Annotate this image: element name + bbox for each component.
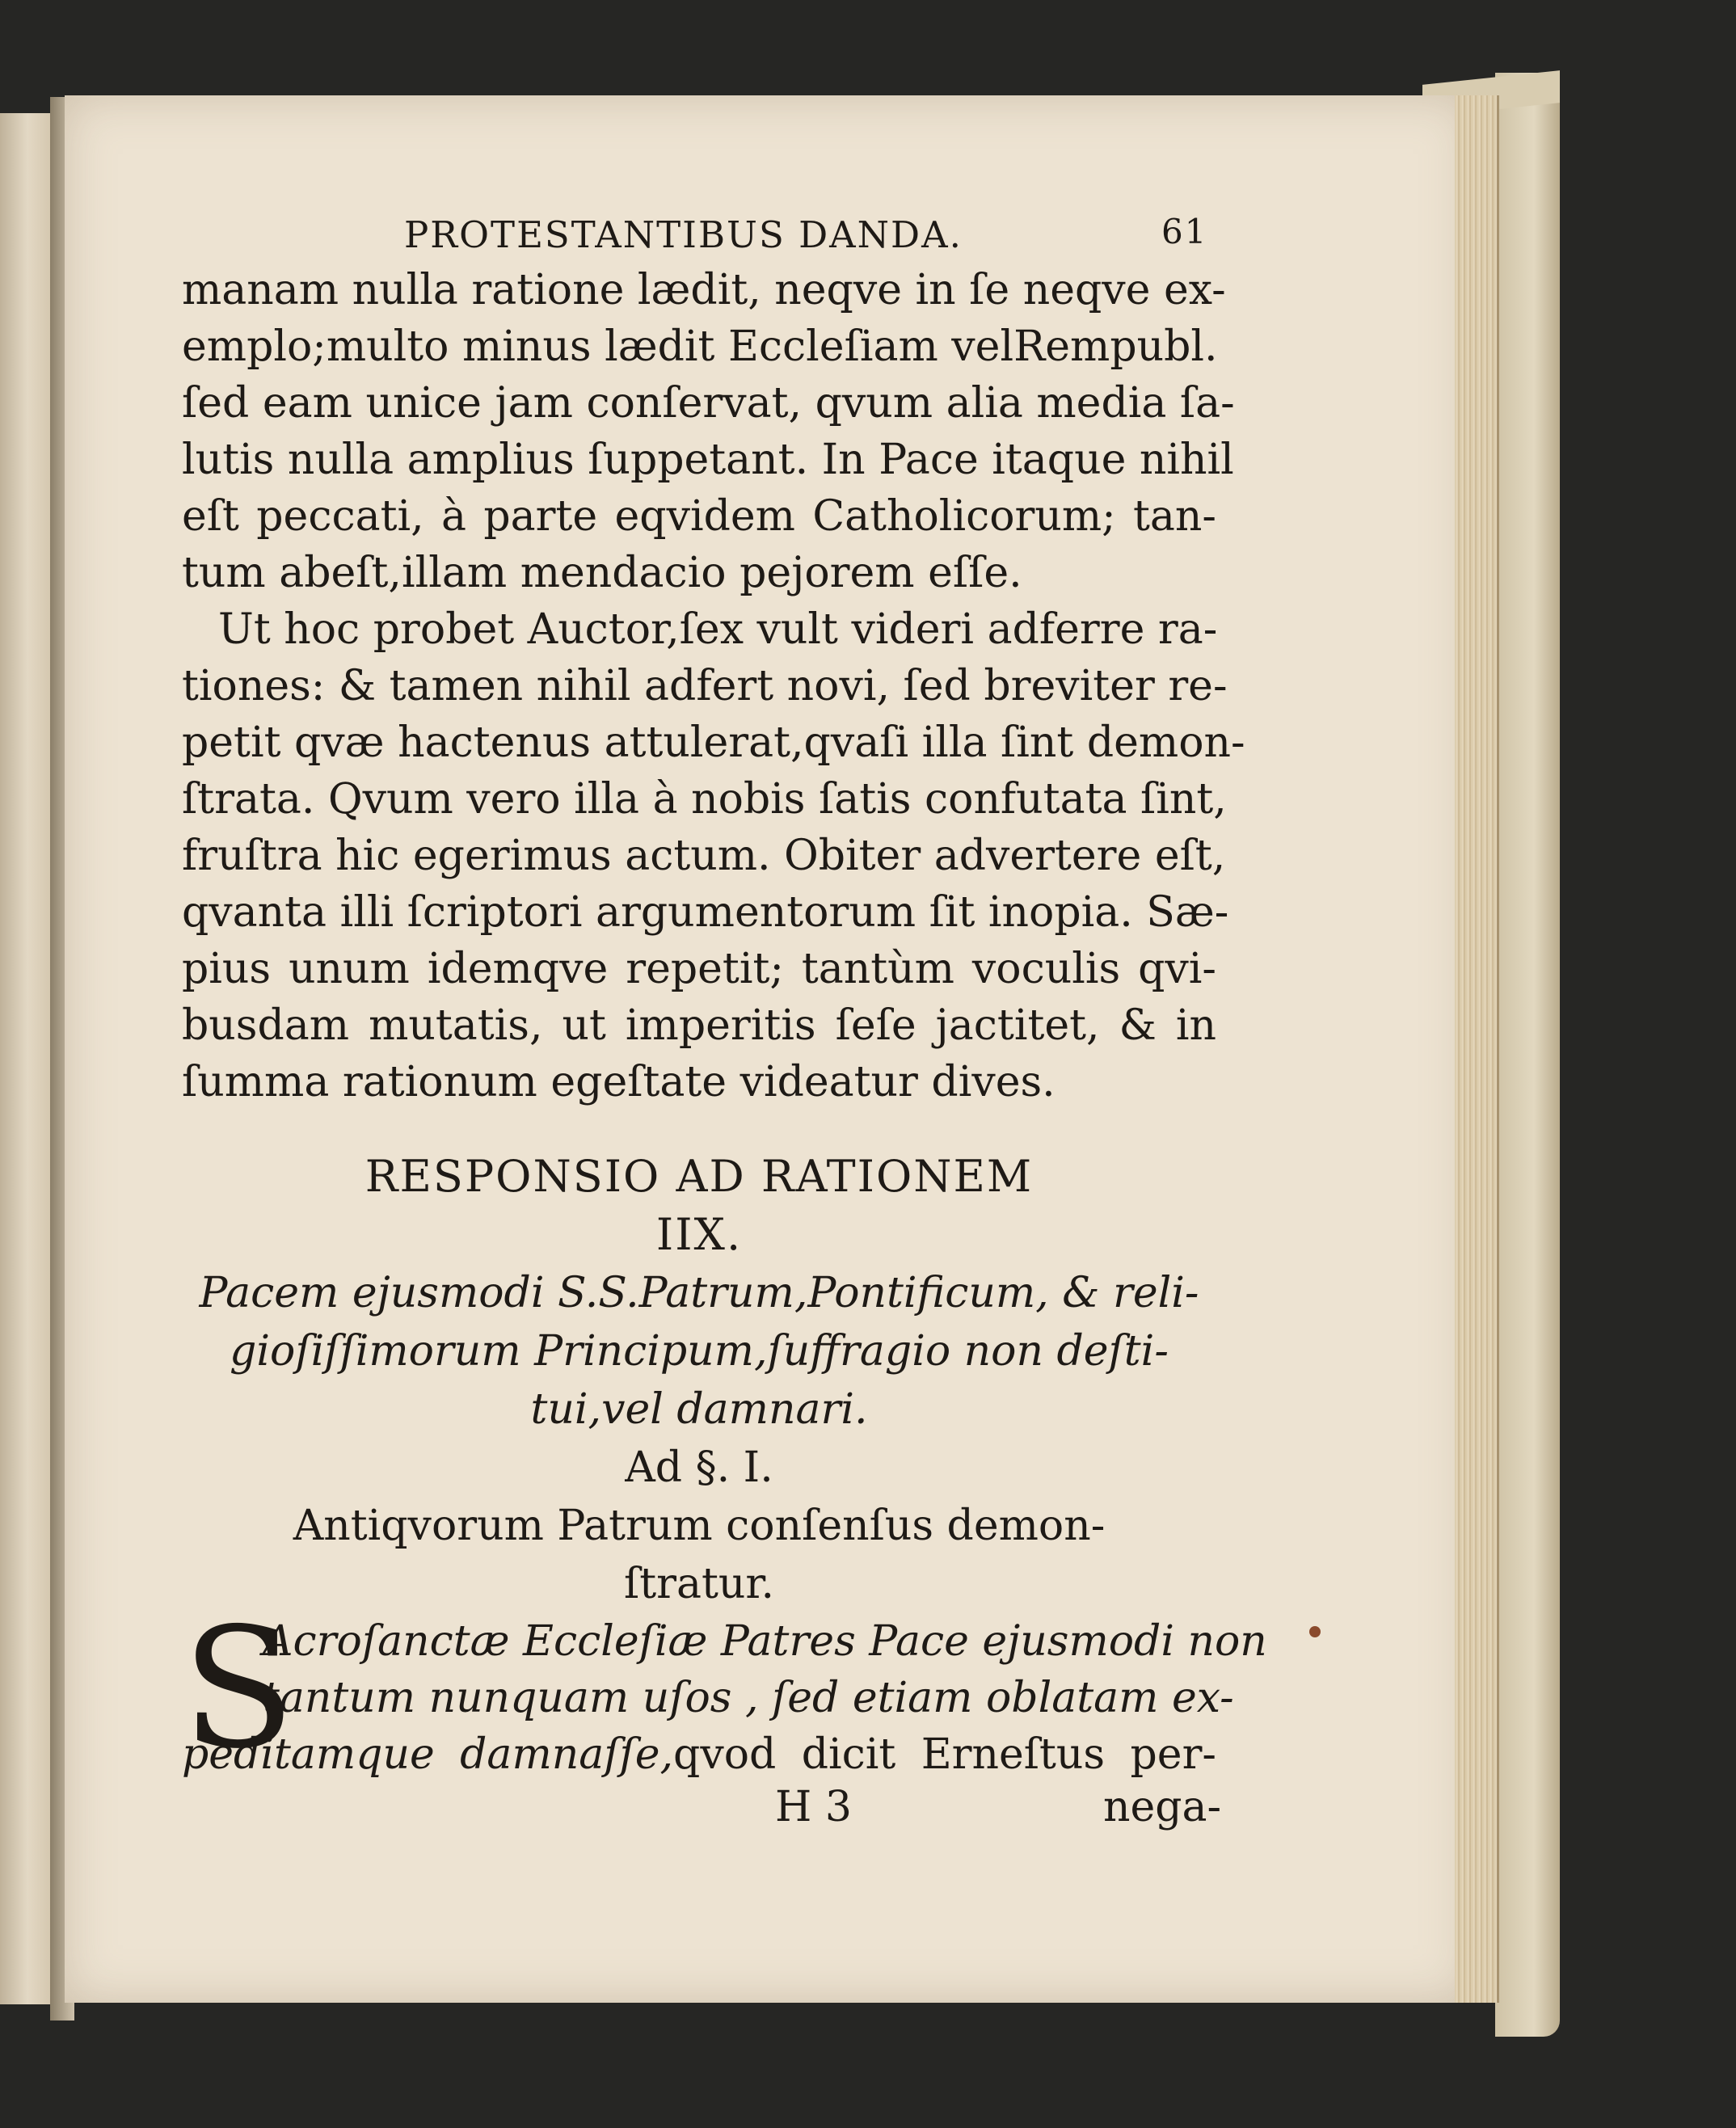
section-heading	[182, 1148, 1216, 1613]
subsection-title-line: ſtratur.	[623, 1560, 775, 1608]
ink-stain	[1309, 1626, 1321, 1637]
section-number: IIX.	[655, 1209, 743, 1260]
text-line: qvanta illi ſcriptori argumentorum ſit inopia. Sæ-	[182, 888, 1229, 937]
text-line: fruſtra hic egerimus actum. Obiter advertere eſt,	[182, 832, 1226, 880]
text-line: ſed eam unice jam conſervat, qvum alia media ſa-	[182, 379, 1235, 428]
text-line	[182, 1726, 1216, 1783]
page-number: 61	[1161, 212, 1208, 251]
facing-page-edge	[0, 113, 52, 2004]
catchword: nega-	[1103, 1783, 1222, 1831]
signature-mark: H 3	[775, 1783, 852, 1831]
text-line: petit qvæ hactenus attulerat,qvaſi illa ſint demon-	[182, 718, 1245, 767]
subsection-title-line: Antiqvorum Patrum conſenſus demon-	[293, 1502, 1106, 1550]
book-cover-edge	[1495, 73, 1560, 2037]
drop-cap-initial: S	[182, 1593, 296, 1785]
paragraph-1	[182, 262, 1235, 601]
italic-text: peditamque damnaſſe,	[182, 1730, 674, 1779]
section-title: RESPONSIO AD RATIONEM	[364, 1151, 1034, 1202]
page-footer	[182, 1783, 1222, 1841]
roman-text: qvod dicit Erneſtus per-	[673, 1730, 1216, 1779]
page-stack-edges	[1455, 95, 1499, 2003]
section-subtitle-line: Pacem ejusmodi S.S.Patrum,Pontificum, & reli-	[199, 1269, 1199, 1317]
page-header	[182, 212, 1216, 262]
text-line: manam nulla ratione lædit, neqve in ſe neqve ex-	[182, 266, 1226, 314]
text-line: ſumma rationum egeſtate videatur dives.	[182, 1058, 1056, 1106]
text-line: eſt peccati, à parte eqvidem Catholicorum; tan-	[182, 492, 1216, 541]
text-line: pius unum idemqve repetit; tantùm voculis qvi-	[182, 945, 1216, 993]
text-line: busdam mutatis, ut imperitis ſeſe jactitet, & in	[182, 1001, 1216, 1050]
section-gap	[182, 1110, 1216, 1148]
text-line: tum abeſt,illam mendacio pejorem eſſe.	[182, 549, 1022, 597]
paragraph-2	[182, 601, 1245, 1110]
text-line: lutis nulla amplius ſuppetant. In Pace itaque nihil	[182, 436, 1234, 484]
subsection-heading: Ad §. I.	[625, 1443, 773, 1492]
page-text-block	[182, 212, 1267, 1841]
section-subtitle-line: gioſiſſimorum Principum,ſuffragio non deſti-	[230, 1327, 1169, 1376]
text-line: tiones: & tamen nihil adfert novi, ſed breviter re-	[182, 662, 1228, 710]
running-head: PROTESTANTIBUS DANDA.	[404, 213, 963, 256]
section-subtitle-line: tui,vel damnari.	[530, 1385, 868, 1434]
text-line: ſtrata. Qvum vero illa à nobis ſatis confutata ſint,	[182, 775, 1227, 824]
text-line: emplo;multo minus lædit Eccleſiam velRempubl.	[182, 322, 1218, 371]
text-line: Acroſanctæ Eccleſiæ Patres Pace ejusmodi non	[263, 1617, 1267, 1666]
text-line: tantum nunquam uſos , ſed etiam oblatam ex-	[263, 1674, 1234, 1722]
paragraph-3	[182, 1593, 1267, 1785]
text-line: Ut hoc probet Auctor,ſex vult videri adferre ra-	[218, 605, 1218, 654]
